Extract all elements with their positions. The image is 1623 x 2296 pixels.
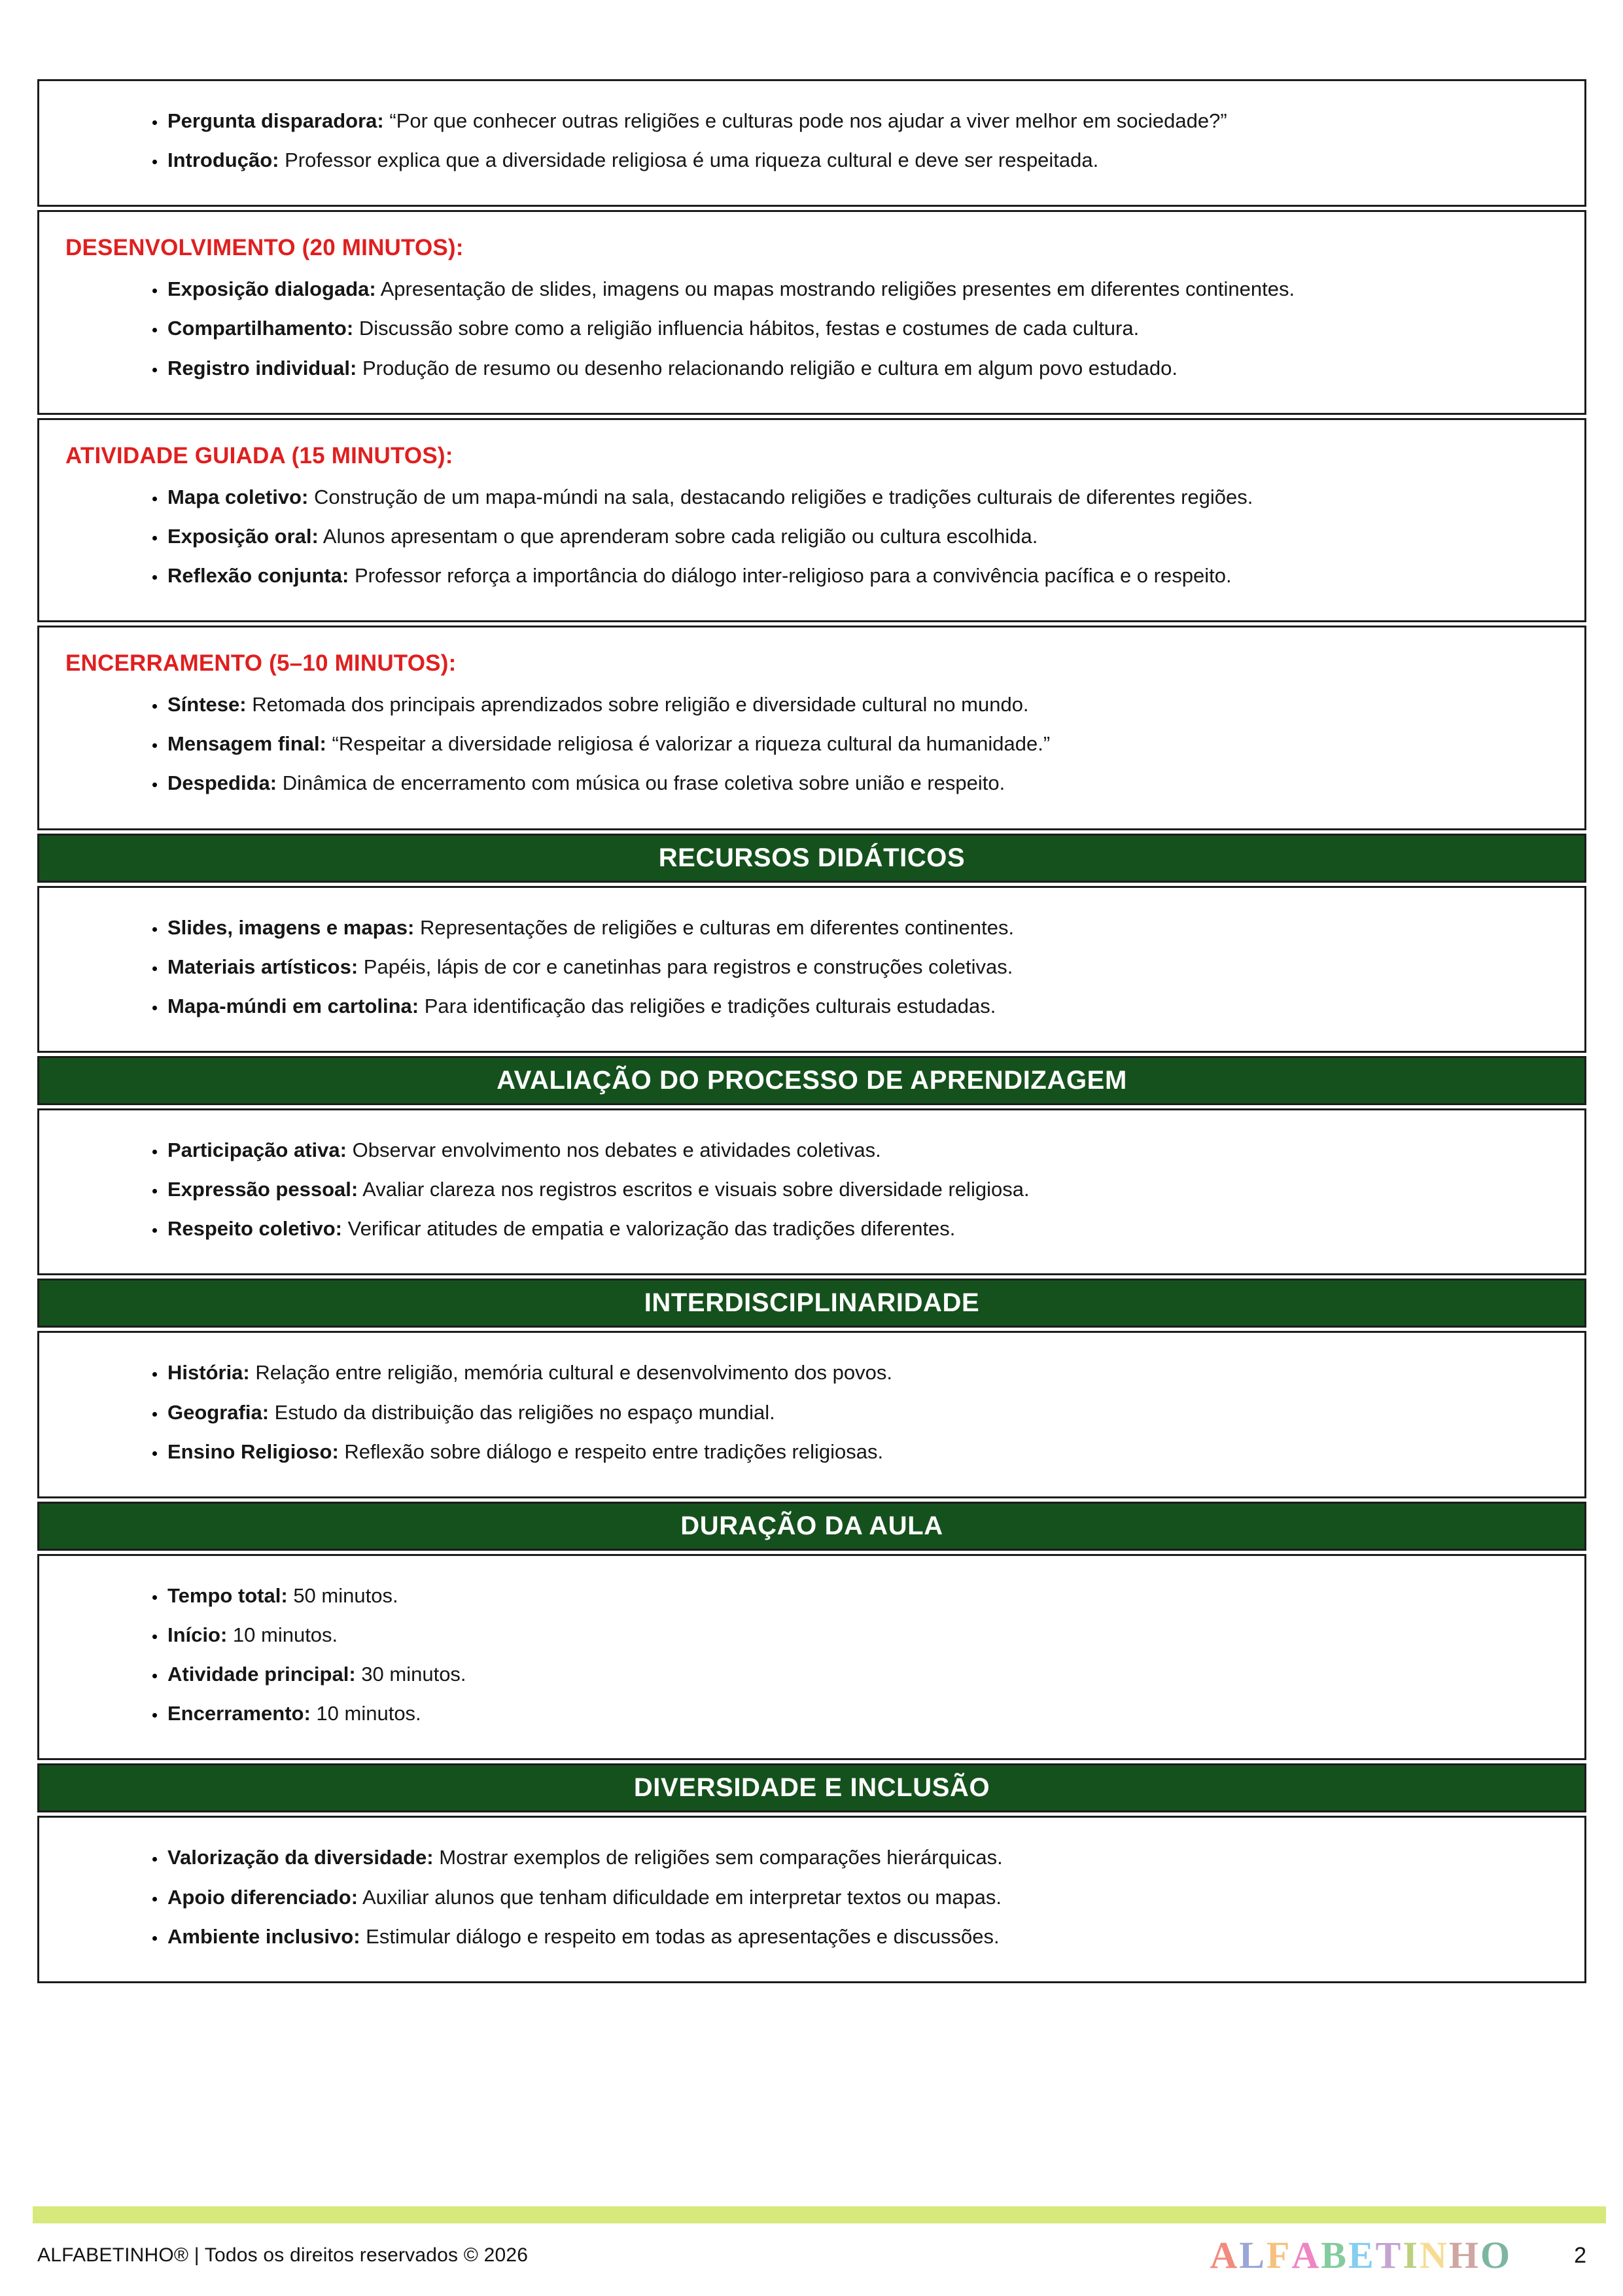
bullet-list [64,1133,1555,1245]
list-item [166,480,1555,514]
item-label: Mensagem final: [167,732,326,756]
list-item [166,520,1555,553]
bullet-list [64,911,1555,1023]
bullet-list [64,1841,1555,1952]
logo-letter: O [1480,2234,1512,2276]
list-item [166,766,1555,800]
item-text: Produção de resumo ou desenho relacionando religião e cultura em algum povo estudado. [362,356,1178,380]
section-box [37,886,1586,1053]
item-label: Mapa coletivo: [167,485,309,508]
section-heading: DESENVOLVIMENTO (20 MINUTOS): [65,235,464,261]
item-text: 10 minutos. [232,1623,338,1646]
footer-right [1210,2236,1586,2274]
item-label: Apoio diferenciado: [167,1885,358,1909]
list-item [166,1657,1555,1691]
item-label: Encerramento: [167,1702,311,1725]
list-item [166,559,1555,592]
item-label: História: [167,1361,250,1385]
copyright-text: ALFABETINHO® | Todos os direitos reservados © 2026 [37,2244,529,2266]
item-label: Exposição oral: [167,524,319,548]
item-label: Ensino Religioso: [167,1439,339,1463]
section-box [37,418,1586,622]
logo-letter: N [1419,2234,1449,2276]
item-label: Atividade principal: [167,1663,356,1686]
logo-letter: I [1403,2234,1420,2276]
list-item [166,311,1555,345]
section-banner: INTERDISCIPLINARIDADE [37,1279,1586,1328]
logo-letter: B [1321,2234,1348,2276]
item-text: Papéis, lápis de cor e canetinhas para registros e construções coletivas. [363,955,1013,978]
section-banner: DURAÇÃO DA AULA [37,1502,1586,1551]
item-text: Retomada dos principais aprendizados sobre religião e diversidade cultural no mundo. [252,693,1029,716]
list-item [166,1618,1555,1651]
list-item [166,1356,1555,1389]
bullet-list [64,688,1555,800]
list-item [166,1881,1555,1914]
footer-accent-bar [33,2206,1606,2223]
item-label: Respeito coletivo: [167,1217,342,1241]
item-label: Síntese: [167,693,247,716]
item-text: “Por que conhecer outras religiões e culturas pode nos ajudar a viver melhor em sociedade?” [389,109,1227,132]
bullet-list [64,104,1555,177]
item-text: Dinâmica de encerramento com música ou frase coletiva sobre união e respeito. [282,771,1005,795]
item-text: Relação entre religião, memória cultural e desenvolvimento dos povos. [255,1361,892,1385]
content [37,79,1586,1987]
list-item [166,950,1555,983]
list-item [166,727,1555,760]
item-text: Observar envolvimento nos debates e atividades coletivas. [352,1138,881,1161]
section-box [37,79,1586,207]
logo-letter: A [1291,2234,1321,2276]
item-text: Representações de religiões e culturas em diferentes continentes. [419,915,1015,939]
item-text: Estimular diálogo e respeito em todas as apresentações e discussões. [366,1924,1000,1948]
item-label: Tempo total: [167,1583,288,1607]
list-item [166,688,1555,721]
alfabetinho-logo [1210,2236,1512,2274]
list-item [166,1173,1555,1206]
item-label: Introdução: [167,149,279,172]
bullet-list [64,272,1555,384]
list-item [166,1133,1555,1167]
bullet-list [64,1356,1555,1468]
logo-letter: F [1266,2234,1292,2276]
item-label: Pergunta disparadora: [167,109,384,132]
item-text: Construção de um mapa-múndi na sala, destacando religiões e tradições culturais de diferentes regiões. [313,485,1253,508]
item-label: Reflexão conjunta: [167,563,349,587]
item-text: Avaliar clareza nos registros escritos e visuais sobre diversidade religiosa. [362,1178,1030,1201]
item-label: Participação ativa: [167,1138,347,1161]
bullet-list [64,480,1555,592]
list-item [166,1212,1555,1245]
item-label: Compartilhamento: [167,317,354,340]
item-text: Auxiliar alunos que tenham dificuldade em interpretar textos ou mapas. [362,1885,1002,1909]
list-item [166,104,1555,137]
item-label: Início: [167,1623,228,1646]
logo-letter: A [1210,2234,1240,2276]
section-box [37,1816,1586,1983]
section-banner: DIVERSIDADE E INCLUSÃO [37,1763,1586,1812]
logo-letter: E [1348,2234,1376,2276]
list-item [166,989,1555,1023]
list-item [166,911,1555,944]
logo-letter: H [1448,2234,1480,2276]
item-text: Discussão sobre como a religião influencia hábitos, festas e costumes de cada cultura. [358,317,1140,340]
item-label: Registro individual: [167,356,357,380]
section-heading: ATIVIDADE GUIADA (15 MINUTOS): [65,442,453,468]
item-label: Materiais artísticos: [167,955,358,978]
list-item [166,351,1555,385]
item-text: Para identificação das religiões e tradições culturais estudadas. [424,994,996,1017]
list-item [166,1396,1555,1429]
item-label: Despedida: [167,771,277,795]
list-item [166,1920,1555,1953]
section-box [37,626,1586,830]
item-text: Reflexão sobre diálogo e respeito entre tradições religiosas. [344,1439,884,1463]
list-item [166,1435,1555,1468]
page-footer [37,2236,1586,2274]
item-label: Expressão pessoal: [167,1178,358,1201]
item-text: Professor reforça a importância do diálogo inter-religioso para a convivência pacífica e o respeito. [354,563,1232,587]
section-box [37,1331,1586,1498]
item-label: Ambiente inclusivo: [167,1924,360,1948]
list-item [166,1697,1555,1730]
section-box [37,210,1586,414]
section-heading: ENCERRAMENTO (5–10 MINUTOS): [65,650,457,677]
list-item [166,143,1555,177]
item-text: 50 minutos. [293,1583,398,1607]
section-banner: AVALIAÇÃO DO PROCESSO DE APRENDIZAGEM [37,1056,1586,1105]
item-label: Exposição dialogada: [167,277,376,301]
list-item [166,272,1555,306]
item-text: Professor explica que a diversidade religiosa é uma riqueza cultural e deve ser respeitada. [285,149,1099,172]
item-text: Alunos apresentam o que aprenderam sobre cada religião ou cultura escolhida. [323,524,1038,548]
logo-letter: T [1375,2234,1403,2276]
item-text: “Respeitar a diversidade religiosa é valorizar a riqueza cultural da humanidade.” [332,732,1051,756]
item-label: Valorização da diversidade: [167,1846,434,1869]
item-text: 30 minutos. [361,1663,466,1686]
item-text: 10 minutos. [316,1702,421,1725]
item-text: Apresentação de slides, imagens ou mapas mostrando religiões presentes em diferentes continentes. [380,277,1295,301]
item-text: Estudo da distribuição das religiões no espaço mundial. [274,1400,775,1424]
list-item [166,1841,1555,1874]
logo-letter: L [1239,2234,1266,2276]
section-box [37,1554,1586,1761]
item-text: Mostrar exemplos de religiões sem comparações hierárquicas. [439,1846,1003,1869]
item-label: Geografia: [167,1400,270,1424]
list-item [166,1579,1555,1612]
item-label: Mapa-múndi em cartolina: [167,994,419,1017]
item-label: Slides, imagens e mapas: [167,915,415,939]
item-text: Verificar atitudes de empatia e valorização das tradições diferentes. [347,1217,956,1241]
page-number: 2 [1574,2242,1586,2268]
section-box [37,1108,1586,1275]
section-banner: RECURSOS DIDÁTICOS [37,834,1586,883]
bullet-list [64,1579,1555,1731]
